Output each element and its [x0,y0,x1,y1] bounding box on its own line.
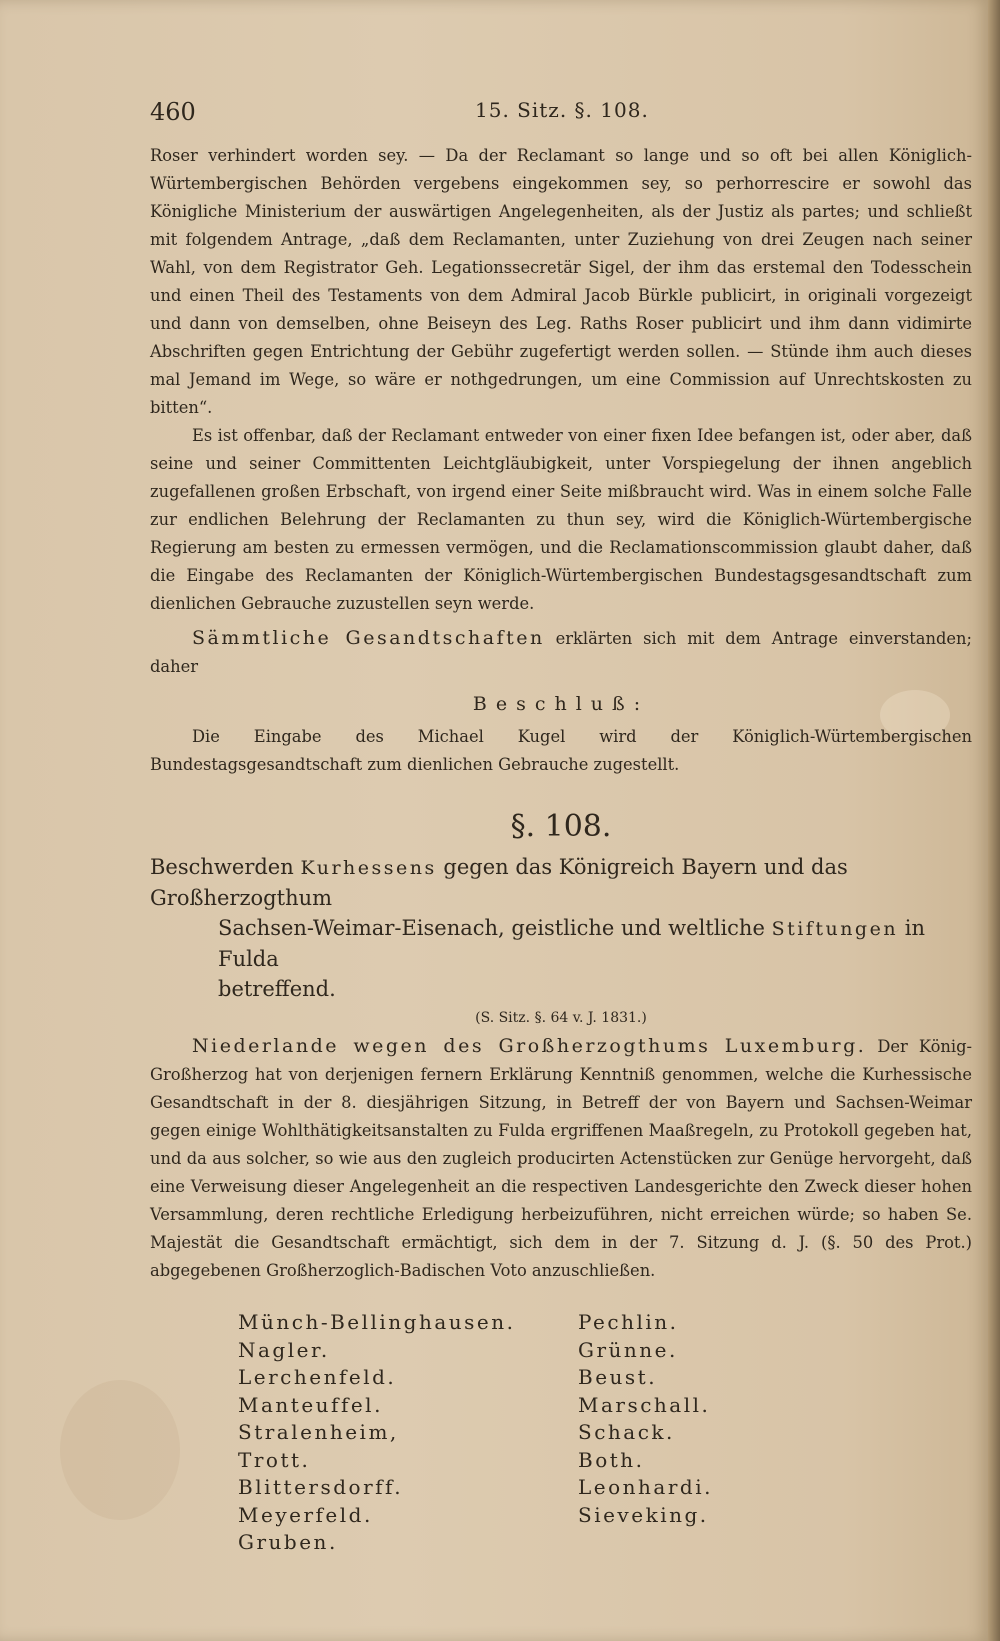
section-title-continuation [150,913,972,974]
signature-name: Schack. [578,1420,675,1444]
signature-name: Grünne. [578,1337,678,1362]
signatures-right-column [578,1309,713,1529]
running-head: 15. Sitz. §. 108. [475,98,649,122]
section-reference: (S. Sitz. §. 64 v. J. 1831.) [475,1010,647,1026]
section-title-part: gegen das Königreich Bayern und das Großherzogthum [150,855,848,910]
paragraph-agreement [150,624,972,681]
resolution-text: Die Eingabe des Michael Kugel wird der Königlich-Würtembergischen Bundestagsgesandtschaft zum dienlichen Gebrauche zugestellt. [150,727,972,774]
page-number: 460 [150,98,196,126]
section-title-spaced: Kurhessens [300,857,437,879]
paragraph-reclamation-text: Roser verhindert worden sey. — Da der Reclamant so lange und so oft bei allen Königlich-Würtembergischen Behörden vergebens eingekommen sey, so perhorrescire er sowohl das Königliche Ministerium der auswärtigen Angelegenheiten, als der Justiz als partes; und schließt mit folgendem Antrage, „daß dem Reclamanten, unter Zuziehung von drei Zeugen nach seiner Wahl, von dem Registrator Geh. Legationssecretär Sigel, der ihm das erstemal den Todesschein und einen Theil des Testaments von dem Admiral Jacob Bürkle publicirt, in originali vorgezeigt und dann von demselben, ohne Beiseyn des Leg. Raths Roser publicirt und ihm dann vidimirte Abschriften gegen Entrichtung der Gebühr zugefertigt werden sollen. — Stünde ihm auch dieses mal Jemand im Wege, so wäre er nothgedrungen, um eine Commission auf Unrechtskosten zu bitten“. [150,146,972,417]
declaration-text: Der König-Großherzog hat von derjenigen fernern Erklärung Kenntniß genommen, welche die Kurhessische Gesandtschaft in der 8. diesjährigen Sitzung, in Betreff der von Bayern und Sachsen-Weimar gegen einige Wohlthätigkeitsanstalten zu Fulda ergriffenen Maaßregeln, zu Protokoll gegeben hat, und da aus solcher, so wie aus den zugleich producirten Actenstücken zur Genüge hervorgeht, daß eine Verweisung dieser Angelegenheit an die respectiven Landesgerichte den Zweck dieser hohen Versammlung, deren rechtliche Erledigung herbeizuführen, nicht erreichen würde; so haben Se. Majestät die Gesandtschaft ermächtigt, sich dem in der 7. Sitzung d. J. (§. 50 des Prot.) abgegebenen Großherzoglich-Badischen Voto anzuschließen. [150,1037,973,1280]
page-edge [988,0,1000,1641]
signature-name: Marschall. [578,1392,711,1417]
signature-name: Nagler. [238,1337,330,1362]
agreement-text: erklärten sich mit dem Antrage einverstanden; daher [150,629,972,676]
signature-name: Beust. [578,1365,658,1389]
signature-name: Lerchenfeld. [238,1365,397,1389]
signature-list [150,1309,972,1589]
signature-name: Münch-Bellinghausen. [238,1310,516,1334]
page-body [150,142,972,1589]
signature-name: Trott. [238,1447,311,1472]
signature-name: Stralenheim, [238,1420,399,1444]
section-title-part: in Fulda [218,916,925,971]
section-title-part: betreffend. [218,977,336,1001]
signature-name: Meyerfeld. [238,1502,373,1527]
paragraph-netherlands-declaration [150,1032,972,1285]
signature-name: Both. [578,1447,645,1472]
signature-name: Blittersdorff. [238,1475,404,1499]
section-title-part: Sachsen-Weimar-Eisenach, geistliche und weltliche [218,916,772,940]
signature-name: Leonhardi. [578,1475,713,1499]
signature-name: Manteuffel. [238,1392,383,1417]
signature-name: Pechlin. [578,1310,679,1334]
section-number: §. 108. [510,809,612,844]
signature-name: Gruben. [238,1530,338,1554]
spaced-term: Niederlande wegen des Großherzogthums Luxemburg. [192,1035,867,1057]
section-title-spaced: Stiftungen [771,918,899,940]
section-title-part: Beschwerden [150,855,301,879]
paragraph-commission-opinion: Es ist offenbar, daß der Reclamant entweder von einer fixen Idee befangen ist, oder aber, daß seine und seiner Committenten Leichtgläubigkeit, unter Vorspiegelung der ihnen angeblich zugefallenen großen Erbschaft, von irgend einer Seite mißbraucht wird. Was in einem solche Falle zur endlichen Belehrung der Reclamanten zu thun sey, wird die Königlich-Würtembergische Regierung am besten zu ermessen vermögen, und die Reclamationscommission glaubt daher, daß die Eingabe des Reclamanten der Königlich-Würtembergischen Bundestagsgesandtschaft zum dienlichen Gebrauche zuzustellen seyn werde. [150,426,972,613]
spaced-term: Sämmtliche Gesandtschaften [192,627,545,649]
resolution-heading: Beschluß: [472,693,650,715]
section-title [150,852,972,1004]
signatures-left-column [238,1309,516,1557]
page-header [150,98,942,134]
signature-name: Sieveking. [578,1502,709,1527]
